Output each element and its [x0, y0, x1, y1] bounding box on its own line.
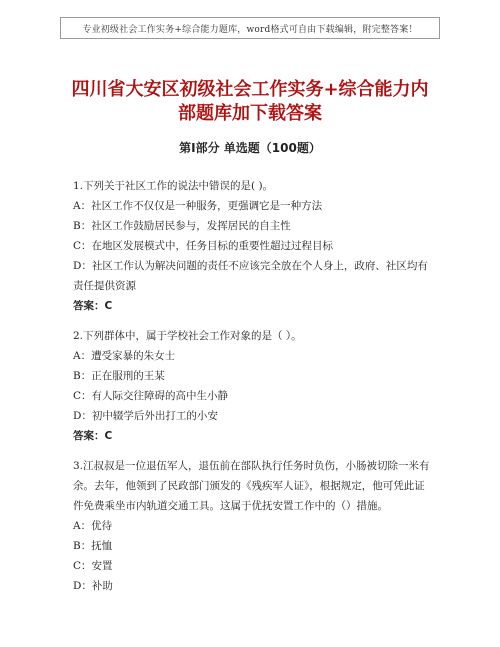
answer: 答案：C — [73, 430, 113, 442]
option-a: A：社区工作不仅仅是一种服务，更强调它是一种方法 — [73, 200, 323, 212]
title-line-1: 四川省大安区初级社会工作实务+综合能力内 — [71, 79, 429, 100]
option-b: B：正在服刑的王某 — [73, 370, 165, 382]
option-d: D：初中辍学后外出打工的小安 — [73, 410, 218, 422]
option-a: A：遭受家暴的朱女士 — [73, 350, 176, 362]
header-banner: 专业初级社会工作实务+综合能力题库，word格式可自由下载编辑，附完整答案！ — [60, 17, 440, 39]
option-c: C：在地区发展模式中，任务目标的重要性超过过程目标 — [73, 240, 334, 252]
option-d: D：补助 — [73, 580, 113, 592]
document-title — [40, 78, 460, 126]
question-stem: 1.下列关于社区工作的说法中错误的是( )。 — [73, 180, 274, 192]
title-line-2: 部题库加下载答案 — [178, 103, 322, 124]
question-3 — [73, 456, 433, 596]
option-d: D：社区工作认为解决问题的责任不应该完全放在个人身上，政府、社区均有责任提供资源 — [73, 260, 428, 292]
option-b: B：抚恤 — [73, 540, 113, 552]
question-list — [73, 176, 433, 606]
option-c: C：安置 — [73, 560, 113, 572]
answer: 答案：C — [73, 300, 113, 312]
option-a: A：优待 — [73, 520, 113, 532]
question-stem: 2.下列群体中，属于学校社会工作对象的是（ ）。 — [73, 330, 302, 342]
option-c: C：有人际交往障碍的高中生小静 — [73, 390, 229, 402]
section-heading: 第Ⅰ部分 单选题（100题） — [179, 141, 321, 155]
question-stem: 3.江叔叔是一位退伍军人，退伍前在部队执行任务时负伤，小肠被切除一米有余。去年，他领到了民政部门颁发的《残疾军人证》，根据规定，他可凭此证件免费乘坐市内轨道交通工具。这属于优抚安置工作中的（）措施。 — [73, 460, 430, 512]
question-1 — [73, 176, 433, 316]
option-b: B：社区工作鼓励居民参与，发挥居民的自主性 — [73, 220, 291, 232]
question-2 — [73, 326, 433, 446]
